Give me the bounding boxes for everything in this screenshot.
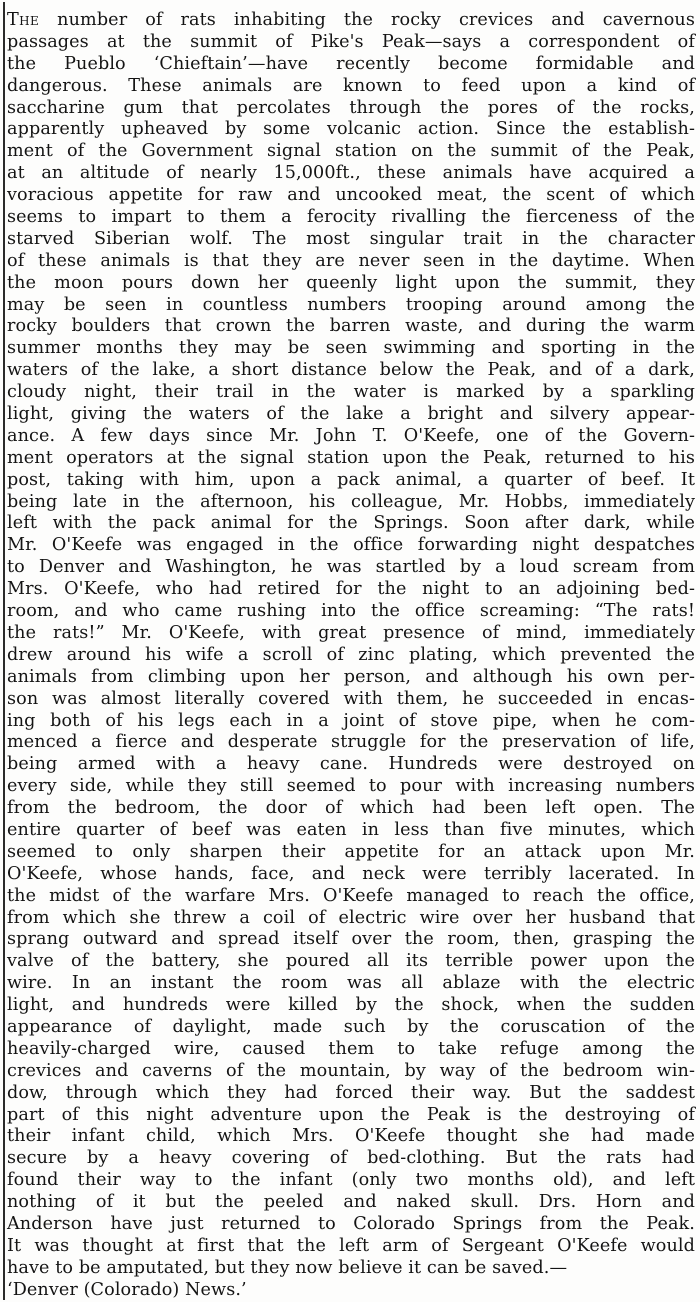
article-line: appearance of daylight, made such by the coruscation of the xyxy=(7,1016,695,1037)
article-line: apparently upheaved by some volcanic action. Since the establish- xyxy=(7,119,695,140)
article-line: found their way to the infant (only two months old), and left xyxy=(7,1170,695,1191)
article-line: the rats!” Mr. O'Keefe, with great presence of mind, immediately xyxy=(7,622,695,643)
article-line: rocky boulders that crown the barren waste, and during the warm xyxy=(7,316,695,337)
article-line: room, and who came rushing into the office screaming: “The rats! xyxy=(7,601,695,622)
article-line: cloudy night, their trail in the water is marked by a sparkling xyxy=(7,382,695,403)
article-line: sprang outward and spread itself over the room, then, grasping the xyxy=(7,929,695,950)
article-line: passages at the summit of Pike's Peak—says a correspondent of xyxy=(7,31,695,52)
article-line: wire. In an instant the room was all ablaze with the electric xyxy=(7,973,695,994)
article-line: nothing of it but the peeled and naked skull. Drs. Horn and xyxy=(7,1192,695,1213)
article-line xyxy=(7,10,695,32)
article-line: Mrs. O'Keefe, who had retired for the night to an adjoining bed- xyxy=(7,579,695,600)
article-body xyxy=(7,10,695,1302)
article-line: at an altitude of nearly 15,000ft., these animals have acquired a xyxy=(7,163,695,184)
article-line: have to be amputated, but they now believe it can be saved.— xyxy=(7,1257,568,1278)
article-line: voracious appetite for raw and uncooked meat, the scent of which xyxy=(7,185,695,206)
article-line: to Denver and Washington, he was startled by a loud scream from xyxy=(7,557,695,578)
article-line: Anderson have just returned to Colorado Springs from the Peak. xyxy=(7,1213,695,1234)
article-line: post, taking with him, upon a pack animal, a quarter of beef. It xyxy=(7,469,695,490)
article-line: being armed with a heavy cane. Hundreds were destroyed on xyxy=(7,754,695,775)
article-line: ment operators at the signal station upon the Peak, returned to his xyxy=(7,447,695,468)
article-line: entire quarter of beef was eaten in less than five minutes, which xyxy=(7,819,695,840)
article-line: menced a fierce and desperate struggle for the preservation of life, xyxy=(7,732,695,753)
article-line: drew around his wife a scroll of zinc plating, which prevented the xyxy=(7,644,695,665)
article-line: their infant child, which Mrs. O'Keefe thought she had made xyxy=(7,1126,695,1147)
article-line: animals from climbing upon her person, and although his own per- xyxy=(7,666,695,687)
article-line: It was thought at first that the left arm of Sergeant O'Keefe would xyxy=(7,1235,695,1256)
article-line: the Pueblo ‘Chieftain’—have recently become formidable and xyxy=(7,53,695,74)
article-line: crevices and caverns of the mountain, by way of the bedroom win- xyxy=(7,1060,695,1081)
article-line: the moon pours down her queenly light upon the summit, they xyxy=(7,272,695,293)
article-line: being late in the afternoon, his colleague, Mr. Hobbs, immediately xyxy=(7,491,695,512)
article-line: seems to impart to them a ferocity rivalling the fierceness of the xyxy=(7,207,695,228)
article-line: from the bedroom, the door of which had been left open. The xyxy=(7,798,695,819)
article-line: of these animals is that they are never seen in the daytime. When xyxy=(7,250,695,271)
article-line: ing both of his legs each in a joint of stove pipe, when he com- xyxy=(7,710,695,731)
article-line: saccharine gum that percolates through the pores of the rocks, xyxy=(7,97,695,118)
article-line: valve of the battery, she poured all its terrible power upon the xyxy=(7,951,695,972)
article-line: heavily-charged wire, caused them to take refuge among the xyxy=(7,1038,695,1059)
article-line: son was almost literally covered with them, he succeeded in encas- xyxy=(7,688,695,709)
article-line: part of this night adventure upon the Peak is the destroying of xyxy=(7,1104,695,1125)
article-line: every side, while they still seemed to pour with increasing numbers xyxy=(7,776,695,797)
article-line: O'Keefe, whose hands, face, and neck were terribly lacerated. In xyxy=(7,863,695,884)
article-line: from which she threw a coil of electric wire over her husband that xyxy=(7,907,695,928)
article-line: may be seen in countless numbers trooping around among the xyxy=(7,294,695,315)
article-line: ‘Denver (Colorado) News.’ xyxy=(7,1279,247,1300)
article-line: ment of the Government signal station on the summit of the Peak, xyxy=(7,141,695,162)
article-line: ance. A few days since Mr. John T. O'Keefe, one of the Govern- xyxy=(7,425,695,446)
column-rule xyxy=(3,2,5,1300)
article-line: left with the pack animal for the Springs. Soon after dark, while xyxy=(7,513,695,534)
article-line: dangerous. These animals are known to feed upon a kind of xyxy=(7,75,695,96)
article-line: secure by a heavy covering of bed-clothing. But the rats had xyxy=(7,1148,695,1169)
article-line: starved Siberian wolf. The most singular trait in the character xyxy=(7,228,695,249)
article-line: the midst of the warfare Mrs. O'Keefe managed to reach the office, xyxy=(7,885,695,906)
article-line: waters of the lake, a short distance below the Peak, and of a dark, xyxy=(7,360,695,381)
lead-small-caps: The xyxy=(7,10,40,30)
article-line: seemed to only sharpen their appetite for an attack upon Mr. xyxy=(7,841,695,862)
article-line-text: number of rats inhabiting the rocky crevices and cavernous xyxy=(39,10,695,30)
article-line: Mr. O'Keefe was engaged in the office forwarding night despatches xyxy=(7,535,695,556)
article-line: light, and hundreds were killed by the shock, when the sudden xyxy=(7,995,695,1016)
article-line: dow, through which they had forced their way. But the saddest xyxy=(7,1082,695,1103)
article-line: light, giving the waters of the lake a bright and silvery appear- xyxy=(7,404,695,425)
article-line: summer months they may be seen swimming and sporting in the xyxy=(7,338,695,359)
